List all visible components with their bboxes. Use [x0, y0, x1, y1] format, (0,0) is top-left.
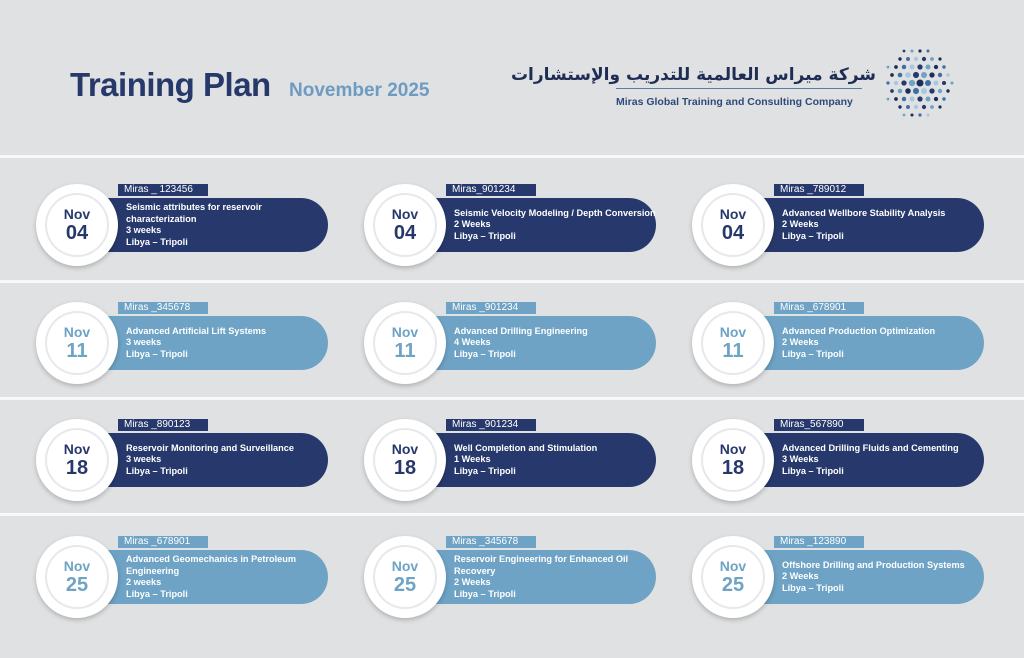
- company-logo: [510, 30, 984, 126]
- date-badge: [692, 536, 774, 618]
- globe-dot: [890, 89, 894, 93]
- globe-dot: [890, 73, 894, 77]
- page-title: Training Plan: [70, 66, 271, 103]
- globe-dot: [925, 80, 931, 86]
- globe-dot: [933, 80, 938, 85]
- course-title: Seismic Velocity Modeling / Depth Conversion: [454, 207, 656, 218]
- date-month: Nov: [63, 440, 91, 457]
- globe-dot: [929, 72, 934, 77]
- globe-dot: [913, 88, 919, 94]
- course-title: Seismic attributes for reservoir characterization: [126, 202, 262, 224]
- globe-dot: [938, 73, 942, 77]
- logo-english-name: Miras Global Training and Consulting Company: [616, 96, 853, 108]
- globe-dot: [942, 97, 945, 100]
- globe-dot: [886, 81, 889, 84]
- course-location: Libya – Tripoli: [126, 465, 188, 476]
- course-card[interactable]: [364, 184, 664, 268]
- date-day: 04: [721, 221, 745, 244]
- course-card[interactable]: [36, 419, 336, 503]
- course-title: Advanced Artificial Lift Systems: [126, 325, 267, 336]
- globe-dot: [926, 65, 931, 70]
- course-duration: 1 Weeks: [454, 454, 491, 465]
- date-day: 18: [393, 456, 417, 479]
- date-day: 04: [393, 221, 417, 244]
- globe-dot: [930, 57, 934, 61]
- date-badge-inner: [373, 193, 437, 257]
- course-code: Miras _345678: [446, 536, 536, 548]
- globe-dot: [938, 57, 941, 60]
- course-details: [782, 198, 987, 252]
- globe-dot: [916, 79, 923, 86]
- course-location: Libya – Tripoli: [782, 582, 844, 593]
- course-details: [454, 550, 659, 604]
- globe-dot: [934, 65, 938, 69]
- course-title: Advanced Geomechanics in Petroleum Engineering: [126, 554, 297, 576]
- date-badge: [36, 419, 118, 501]
- date-badge-inner: [373, 545, 437, 609]
- course-duration: 3 weeks: [126, 225, 162, 235]
- date-badge: [364, 302, 446, 384]
- globe-dot: [926, 49, 929, 52]
- date-badge-inner: [45, 193, 109, 257]
- course-details: [454, 433, 659, 487]
- date-month: Nov: [63, 323, 91, 340]
- course-code: Miras _678901: [774, 302, 864, 314]
- course-card[interactable]: [364, 419, 664, 503]
- globe-dot: [926, 113, 929, 116]
- date-day: 04: [65, 221, 89, 244]
- course-details: [126, 433, 331, 487]
- globe-dot: [910, 49, 913, 52]
- globe-dot: [917, 96, 922, 101]
- date-badge: [692, 302, 774, 384]
- course-details: [126, 316, 331, 370]
- course-card[interactable]: [36, 536, 336, 620]
- date-month: Nov: [63, 557, 91, 574]
- date-badge: [36, 302, 118, 384]
- course-location: Libya – Tripoli: [782, 465, 844, 476]
- globe-dot: [909, 96, 914, 101]
- course-code: Miras _890123: [118, 419, 208, 431]
- globe-dot: [946, 89, 949, 92]
- globe-dot: [898, 73, 903, 78]
- date-month: Nov: [719, 440, 747, 457]
- globe-dot: [942, 65, 945, 68]
- date-badge: [364, 536, 446, 618]
- date-month: Nov: [391, 557, 419, 574]
- date-month: Nov: [391, 205, 419, 222]
- course-card[interactable]: [692, 419, 992, 503]
- course-code: Miras _123890: [774, 536, 864, 548]
- date-badge-inner: [701, 311, 765, 375]
- globe-dot: [902, 65, 906, 69]
- date-day: 25: [393, 573, 417, 596]
- course-title: Well Completion and Stimulation: [454, 442, 598, 453]
- course-details: [454, 316, 659, 370]
- logo-arabic-name: شركة ميراس العالمية للتدريب والإستشارات: [510, 65, 876, 85]
- date-badge-inner: [373, 428, 437, 492]
- date-day: 11: [66, 339, 88, 362]
- course-title: Advanced Drilling Engineering: [454, 325, 588, 336]
- page-subtitle-month: November 2025: [289, 80, 430, 101]
- date-day: 25: [65, 573, 89, 596]
- globe-dot: [903, 50, 906, 53]
- globe-dot: [922, 57, 926, 61]
- globe-dot: [905, 72, 911, 78]
- course-title: Advanced Wellbore Stability Analysis: [782, 207, 946, 218]
- globe-dot: [909, 80, 915, 86]
- course-duration: 2 Weeks: [782, 219, 819, 230]
- date-badge-inner: [45, 428, 109, 492]
- date-badge: [364, 419, 446, 501]
- row-separator: [0, 513, 1024, 516]
- globe-dot: [946, 73, 949, 76]
- course-details: [782, 316, 987, 370]
- globe-dot: [921, 72, 927, 78]
- course-details: [126, 198, 331, 252]
- course-location: Libya – Tripoli: [126, 348, 188, 359]
- globe-dot: [918, 113, 921, 116]
- course-location: Libya – Tripoli: [126, 236, 188, 247]
- course-title: Advanced Drilling Fluids and Cementing: [782, 442, 959, 453]
- date-badge: [692, 184, 774, 266]
- course-location: Libya – Tripoli: [454, 588, 516, 599]
- globe-dot: [898, 57, 901, 60]
- globe-dot: [926, 97, 931, 102]
- date-day: 18: [721, 456, 745, 479]
- course-details: [454, 198, 659, 252]
- date-badge: [36, 184, 118, 266]
- logo-divider: [616, 88, 862, 89]
- globe-dot: [902, 97, 906, 101]
- globe-icon: [880, 44, 958, 122]
- course-location: Libya – Tripoli: [454, 348, 516, 359]
- course-code: Miras _901234: [446, 419, 536, 431]
- course-card[interactable]: [36, 302, 336, 386]
- course-card[interactable]: [364, 536, 664, 620]
- course-title: Advanced Production Optimization: [782, 325, 936, 336]
- globe-dot: [917, 64, 922, 69]
- course-card[interactable]: [692, 536, 992, 620]
- globe-dot: [938, 89, 942, 93]
- date-month: Nov: [63, 205, 91, 222]
- globe-dot: [894, 65, 898, 69]
- globe-dot: [942, 81, 946, 85]
- course-duration: 2 Weeks: [454, 577, 491, 587]
- date-badge: [692, 419, 774, 501]
- globe-dot: [938, 105, 941, 108]
- globe-dot: [894, 97, 898, 101]
- course-code: Miras _678901: [118, 536, 208, 548]
- date-day: 18: [65, 456, 89, 479]
- course-details: [782, 550, 987, 604]
- date-month: Nov: [719, 557, 747, 574]
- course-details: [126, 550, 331, 604]
- globe-dot: [930, 105, 934, 109]
- course-location: Libya – Tripoli: [126, 588, 188, 599]
- row-separator: [0, 155, 1024, 158]
- course-code: Miras _ 123456: [118, 184, 208, 196]
- course-duration: 3 weeks: [126, 454, 162, 465]
- course-duration: 2 weeks: [126, 577, 162, 587]
- course-code: Miras_567890: [774, 419, 864, 431]
- course-location: Libya – Tripoli: [454, 230, 516, 241]
- course-code: Miras_901234: [446, 184, 536, 196]
- course-code: Miras _901234: [446, 302, 536, 314]
- globe-dot: [921, 88, 927, 94]
- globe-dot: [898, 89, 903, 94]
- course-location: Libya – Tripoli: [454, 465, 516, 476]
- date-badge-inner: [701, 428, 765, 492]
- course-location: Libya – Tripoli: [782, 348, 844, 359]
- date-badge-inner: [45, 311, 109, 375]
- course-code: Miras _789012: [774, 184, 864, 196]
- date-badge-inner: [701, 545, 765, 609]
- globe-dot: [903, 114, 906, 117]
- globe-dot: [910, 113, 913, 116]
- course-details: [782, 433, 987, 487]
- course-duration: 3 weeks: [126, 337, 162, 348]
- course-card[interactable]: [692, 302, 992, 386]
- course-card[interactable]: [36, 184, 336, 268]
- course-title: Offshore Drilling and Production Systems: [782, 559, 965, 570]
- globe-dot: [922, 105, 926, 109]
- date-month: Nov: [391, 440, 419, 457]
- globe-dot: [887, 66, 890, 69]
- date-month: Nov: [719, 323, 747, 340]
- course-title: Reservoir Engineering for Enhanced Oil Recovery: [454, 554, 629, 576]
- course-location: Libya – Tripoli: [782, 230, 844, 241]
- date-day: 25: [721, 573, 745, 596]
- course-code: Miras _345678: [118, 302, 208, 314]
- globe-dot: [918, 49, 921, 52]
- globe-dot: [901, 80, 906, 85]
- globe-dot: [913, 72, 919, 78]
- globe-dot: [887, 98, 890, 101]
- globe-dot: [934, 97, 938, 101]
- date-day: 11: [722, 339, 744, 362]
- date-badge: [36, 536, 118, 618]
- date-badge-inner: [373, 311, 437, 375]
- globe-dot: [905, 88, 911, 94]
- globe-dot: [898, 105, 901, 108]
- course-card[interactable]: [692, 184, 992, 268]
- date-month: Nov: [719, 205, 747, 222]
- globe-dot: [914, 105, 918, 109]
- date-badge-inner: [45, 545, 109, 609]
- row-separator: [0, 397, 1024, 400]
- globe-dot: [929, 88, 934, 93]
- course-duration: 4 Weeks: [454, 337, 491, 348]
- date-badge: [364, 184, 446, 266]
- globe-dot: [906, 105, 910, 109]
- date-month: Nov: [391, 323, 419, 340]
- globe-dot: [894, 81, 898, 85]
- globe-dot: [914, 57, 918, 61]
- course-duration: 3 Weeks: [782, 454, 819, 465]
- date-badge-inner: [701, 193, 765, 257]
- course-duration: 2 Weeks: [782, 337, 819, 348]
- globe-dot: [950, 81, 953, 84]
- globe-dot: [909, 64, 914, 69]
- course-title: Reservoir Monitoring and Surveillance: [126, 442, 294, 453]
- course-card[interactable]: [364, 302, 664, 386]
- course-duration: 2 Weeks: [782, 571, 819, 582]
- globe-dot: [906, 57, 910, 61]
- date-day: 11: [394, 339, 416, 362]
- row-separator: [0, 280, 1024, 283]
- course-duration: 2 Weeks: [454, 219, 491, 230]
